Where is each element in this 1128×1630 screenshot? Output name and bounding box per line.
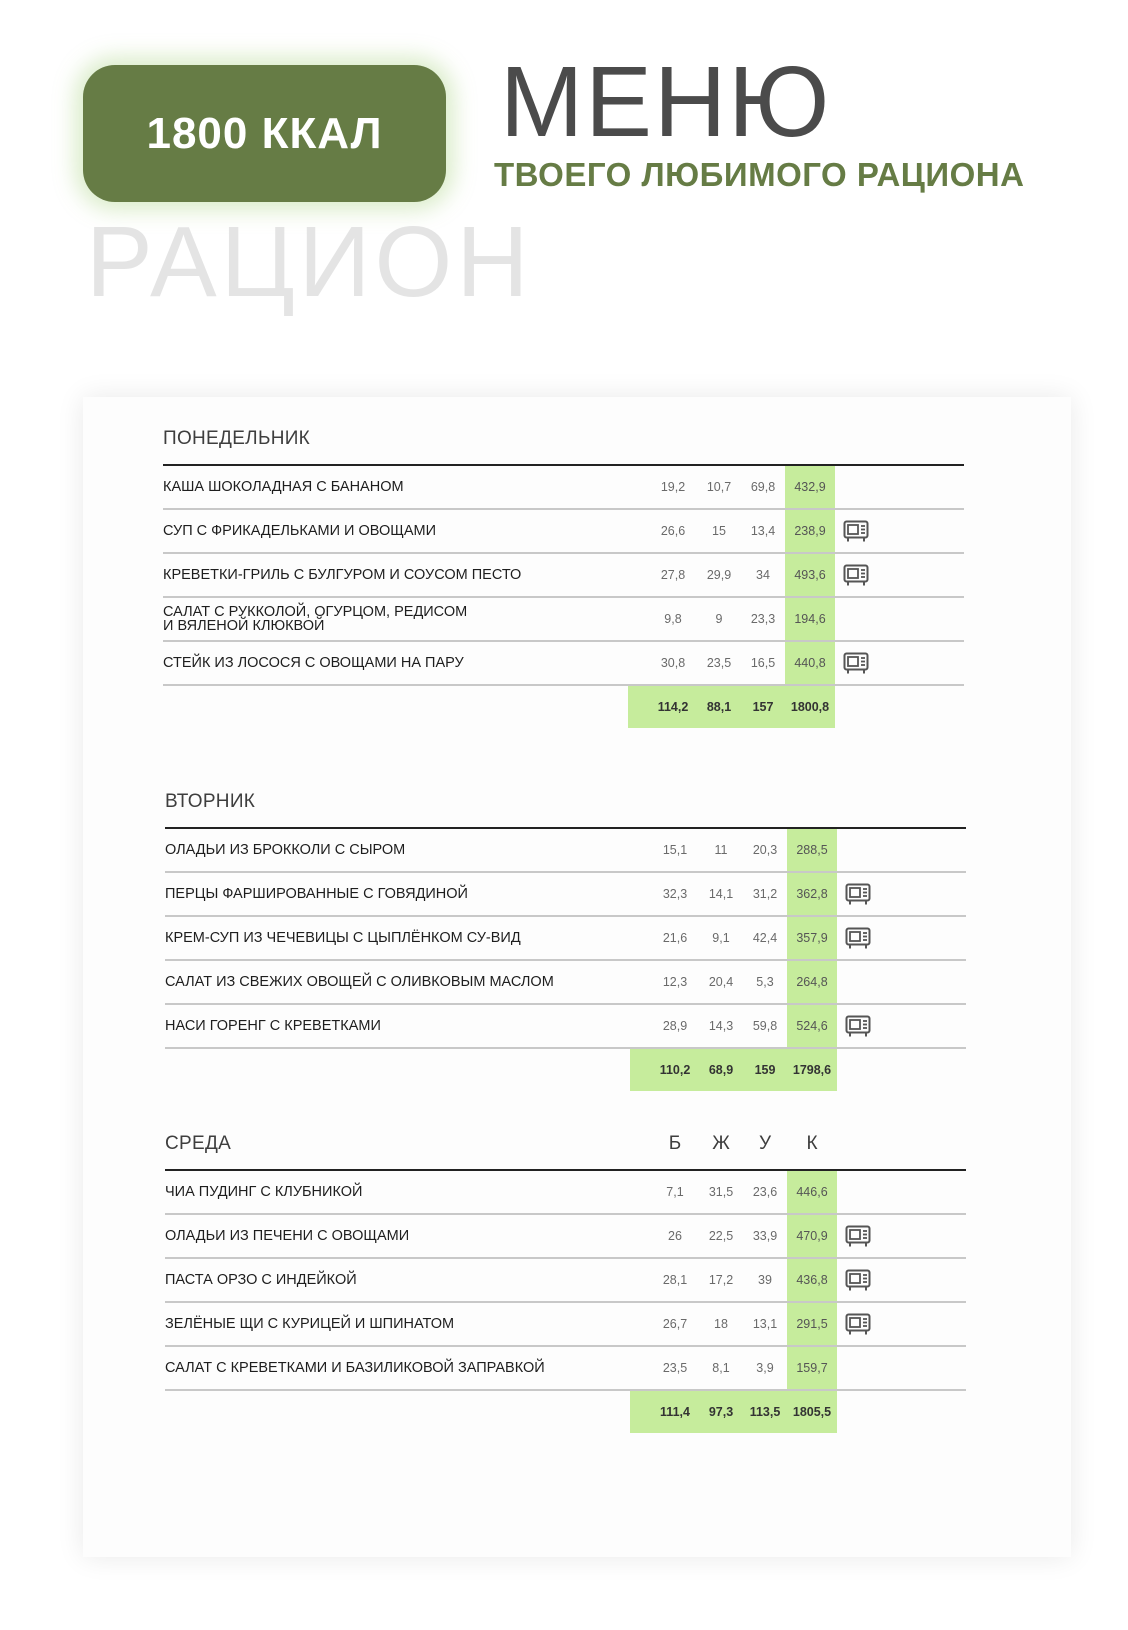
protein-value: 28,1	[662, 1273, 688, 1287]
meal-name	[165, 1361, 635, 1375]
meal-list	[163, 464, 964, 686]
meal-name-line: ЗЕЛЁНЫЕ ЩИ С КУРИЦЕЙ И ШПИНАТОМ	[165, 1316, 455, 1332]
fat-value: 11	[714, 843, 728, 857]
protein-value: 28,9	[662, 1019, 688, 1033]
kcal-value: 446,6	[787, 1171, 837, 1213]
column-header-kcal: К	[806, 1133, 818, 1154]
totals-row	[165, 1391, 966, 1433]
fat-value: 14,3	[708, 1019, 734, 1033]
fat-value: 9,1	[712, 931, 730, 945]
meal-list	[165, 1169, 966, 1391]
kcal-value: 238,9	[785, 510, 835, 552]
meal-name	[163, 656, 633, 670]
meal-row	[165, 1171, 966, 1215]
total-kcal: 1800,8	[790, 700, 830, 714]
totals-row	[165, 1049, 966, 1091]
fat-value: 29,9	[706, 568, 732, 582]
fat-value: 23,5	[706, 656, 732, 670]
protein-value: 30,8	[660, 656, 686, 670]
carbs-value: 3,9	[756, 1361, 774, 1375]
column-header-protein: Б	[668, 1133, 682, 1154]
carbs-value: 42,4	[752, 931, 778, 945]
meal-name-line: ПЕРЦЫ ФАРШИРОВАННЫЕ С ГОВЯДИНОЙ	[165, 886, 468, 902]
protein-value: 21,6	[662, 931, 688, 945]
protein-value: 26	[668, 1229, 682, 1243]
day-header	[165, 775, 966, 827]
meal-row	[163, 554, 964, 598]
protein-value: 19,2	[660, 480, 686, 494]
calorie-badge	[83, 65, 446, 202]
meal-row	[163, 510, 964, 554]
kcal-value: 524,6	[787, 1005, 837, 1047]
carbs-value: 31,2	[752, 887, 778, 901]
total-fat: 97,3	[708, 1405, 734, 1419]
protein-value: 9,8	[664, 612, 682, 626]
meal-name	[165, 931, 635, 945]
protein-value: 7,1	[666, 1185, 684, 1199]
protein-value: 23,5	[662, 1361, 688, 1375]
protein-value: 27,8	[660, 568, 686, 582]
total-carbs: 157	[752, 700, 774, 714]
carbs-value: 33,9	[752, 1229, 778, 1243]
meal-name-line: ЧИА ПУДИНГ С КЛУБНИКОЙ	[165, 1184, 363, 1200]
fat-value: 20,4	[708, 975, 734, 989]
page-subtitle: ТВОЕГО ЛЮБИМОГО РАЦИОНА	[494, 156, 1025, 193]
carbs-value: 23,3	[750, 612, 776, 626]
meal-name	[165, 1229, 635, 1243]
calorie-badge-label: 1800 ККАЛ	[146, 108, 383, 158]
protein-value: 32,3	[662, 887, 688, 901]
carbs-value: 5,3	[756, 975, 774, 989]
meal-name-line: КРЕМ-СУП ИЗ ЧЕЧЕВИЦЫ С ЦЫПЛЁНКОМ СУ-ВИД	[165, 930, 521, 946]
kcal-value: 194,6	[785, 598, 835, 640]
meal-name	[163, 480, 633, 494]
total-protein: 110,2	[659, 1063, 691, 1077]
fat-value: 10,7	[706, 480, 732, 494]
microwave-icon	[843, 651, 869, 675]
meal-name	[165, 887, 635, 901]
protein-value: 15,1	[662, 843, 688, 857]
meal-name-line: КРЕВЕТКИ-ГРИЛЬ С БУЛГУРОМ И СОУСОМ ПЕСТО	[163, 567, 522, 583]
kcal-value: 357,9	[787, 917, 837, 959]
column-header-fat: Ж	[712, 1133, 730, 1154]
page-title: МЕНЮ	[500, 46, 832, 158]
carbs-value: 34	[756, 568, 770, 582]
fat-value: 15	[712, 524, 726, 538]
meal-row	[165, 829, 966, 873]
meal-name	[165, 1185, 635, 1199]
meal-name	[163, 605, 633, 633]
carbs-value: 69,8	[750, 480, 776, 494]
column-header-carbs: У	[758, 1133, 772, 1154]
meal-row	[165, 873, 966, 917]
protein-value: 12,3	[662, 975, 688, 989]
meal-name-line: ОЛАДЬИ ИЗ ПЕЧЕНИ С ОВОЩАМИ	[165, 1228, 410, 1244]
totals-row	[163, 686, 964, 728]
meal-name	[165, 843, 635, 857]
meal-name-line: И ВЯЛЕНОЙ КЛЮКВОЙ	[163, 618, 325, 634]
meal-name	[163, 524, 633, 538]
total-kcal: 1798,6	[792, 1063, 832, 1077]
meal-name-line: ОЛАДЬИ ИЗ БРОККОЛИ С СЫРОМ	[165, 842, 406, 858]
protein-value: 26,7	[662, 1317, 688, 1331]
kcal-value: 159,7	[787, 1347, 837, 1389]
carbs-value: 20,3	[752, 843, 778, 857]
total-protein: 111,4	[660, 1405, 690, 1419]
microwave-icon	[845, 1268, 871, 1292]
meal-name-line: САЛАТ С РУККОЛОЙ, ОГУРЦОМ, РЕДИСОМ	[163, 604, 468, 620]
carbs-value: 39	[758, 1273, 772, 1287]
kcal-value: 436,8	[787, 1259, 837, 1301]
meal-name-line: САЛАТ С КРЕВЕТКАМИ И БАЗИЛИКОВОЙ ЗАПРАВКОЙ	[165, 1360, 545, 1376]
meal-name-line: КАША ШОКОЛАДНАЯ С БАНАНОМ	[163, 479, 404, 495]
meal-row	[165, 1259, 966, 1303]
fat-value: 9	[715, 612, 723, 626]
ghost-watermark-word: РАЦИОН	[86, 206, 533, 318]
kcal-value: 288,5	[787, 829, 837, 871]
fat-value: 31,5	[708, 1185, 734, 1199]
meal-name-line: НАСИ ГОРЕНГ С КРЕВЕТКАМИ	[165, 1018, 381, 1034]
fat-value: 18	[714, 1317, 728, 1331]
day-section	[165, 775, 966, 1091]
kcal-value: 362,8	[787, 873, 837, 915]
meal-name	[165, 1019, 635, 1033]
carbs-value: 59,8	[752, 1019, 778, 1033]
meal-name-line: СУП С ФРИКАДЕЛЬКАМИ И ОВОЩАМИ	[163, 523, 437, 539]
meal-row	[163, 466, 964, 510]
fat-value: 14,1	[708, 887, 734, 901]
carbs-value: 13,1	[752, 1317, 778, 1331]
meal-name-line: САЛАТ ИЗ СВЕЖИХ ОВОЩЕЙ С ОЛИВКОВЫМ МАСЛОМ	[165, 974, 554, 990]
microwave-icon	[845, 926, 871, 950]
meal-row	[165, 1303, 966, 1347]
day-section	[163, 412, 964, 728]
total-carbs: 113,5	[749, 1405, 781, 1419]
kcal-value: 493,6	[785, 554, 835, 596]
microwave-icon	[845, 882, 871, 906]
meal-row	[165, 917, 966, 961]
microwave-icon	[845, 1224, 871, 1248]
meal-list	[165, 827, 966, 1049]
microwave-icon	[843, 563, 869, 587]
total-carbs: 159	[754, 1063, 776, 1077]
meal-row	[163, 598, 964, 642]
fat-value: 22,5	[708, 1229, 734, 1243]
meal-name	[165, 975, 635, 989]
microwave-icon	[845, 1014, 871, 1038]
carbs-value: 23,6	[752, 1185, 778, 1199]
total-protein: 114,2	[657, 700, 689, 714]
meal-name	[163, 568, 633, 582]
microwave-icon	[843, 519, 869, 543]
day-name: СРЕДА	[165, 1133, 232, 1154]
total-kcal: 1805,5	[792, 1405, 832, 1419]
meal-name-line: СТЕЙК ИЗ ЛОСОСЯ С ОВОЩАМИ НА ПАРУ	[163, 655, 464, 671]
total-fat: 88,1	[706, 700, 732, 714]
meal-row	[165, 1215, 966, 1259]
kcal-value: 264,8	[787, 961, 837, 1003]
meal-row	[165, 1347, 966, 1391]
meal-name-line: ПАСТА ОРЗО С ИНДЕЙКОЙ	[165, 1272, 357, 1288]
kcal-value: 291,5	[787, 1303, 837, 1345]
meal-row	[165, 1005, 966, 1049]
day-section	[165, 1117, 966, 1433]
meal-name	[165, 1317, 635, 1331]
day-name: ВТОРНИК	[165, 791, 256, 812]
microwave-icon	[845, 1312, 871, 1336]
protein-value: 26,6	[660, 524, 686, 538]
day-name: ПОНЕДЕЛЬНИК	[163, 428, 311, 449]
meal-name	[165, 1273, 635, 1287]
kcal-value: 432,9	[785, 466, 835, 508]
fat-value: 17,2	[708, 1273, 734, 1287]
carbs-value: 13,4	[750, 524, 776, 538]
day-header	[163, 412, 964, 464]
fat-value: 8,1	[712, 1361, 730, 1375]
kcal-value: 470,9	[787, 1215, 837, 1257]
day-header	[165, 1117, 966, 1169]
meal-row	[163, 642, 964, 686]
carbs-value: 16,5	[750, 656, 776, 670]
kcal-value: 440,8	[785, 642, 835, 684]
total-fat: 68,9	[708, 1063, 734, 1077]
meal-row	[165, 961, 966, 1005]
